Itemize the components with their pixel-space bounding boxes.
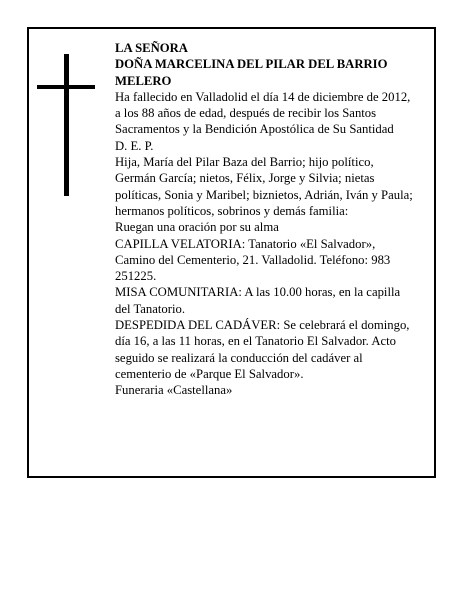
obituary-text bbox=[115, 40, 415, 399]
mass-info: MISA COMUNITARIA: A las 10.00 horas, en la capilla del Tanatorio. bbox=[115, 285, 401, 316]
prayer-request: Ruegan una oración por su alma bbox=[115, 220, 279, 235]
farewell-info: DESPEDIDA DEL CADÁVER: Se celebrará el domingo, día 16, a las 11 horas, en el Tanatorio El Salvador. Acto seguido se realizará la conducción del cadáver al cementerio de «Parque El Salvador». bbox=[115, 318, 410, 381]
death-notice: Ha fallecido en Valladolid el día 14 de diciembre de 2012, a los 88 años de edad, después de recibir los Santos Sacramentos y la Bendición Apostólica de Su Santidad bbox=[115, 89, 411, 137]
obituary-title: LA SEÑORA bbox=[115, 41, 188, 55]
cross-vertical-bar bbox=[64, 54, 69, 196]
family-list: Hija, María del Pilar Baza del Barrio; hijo político, Germán García; nietos, Félix, Jorge y Silvia; nietas políticas, Sonia y Maribel; biznietos, Adrián, Iván y Paula; hermanos políticos, sobrinos y demás familia: bbox=[115, 155, 413, 218]
cross-horizontal-bar bbox=[37, 85, 95, 89]
chapel-info: CAPILLA VELATORIA: Tanatorio «El Salvador», Camino del Cementerio, 21. Valladolid. Teléfono: 983 251225. bbox=[115, 236, 391, 284]
deceased-name: DOÑA MARCELINA DEL PILAR DEL BARRIO MELERO bbox=[115, 57, 388, 88]
funeral-home: Funeraria «Castellana» bbox=[115, 383, 233, 398]
rip-line: D. E. P. bbox=[115, 138, 154, 153]
